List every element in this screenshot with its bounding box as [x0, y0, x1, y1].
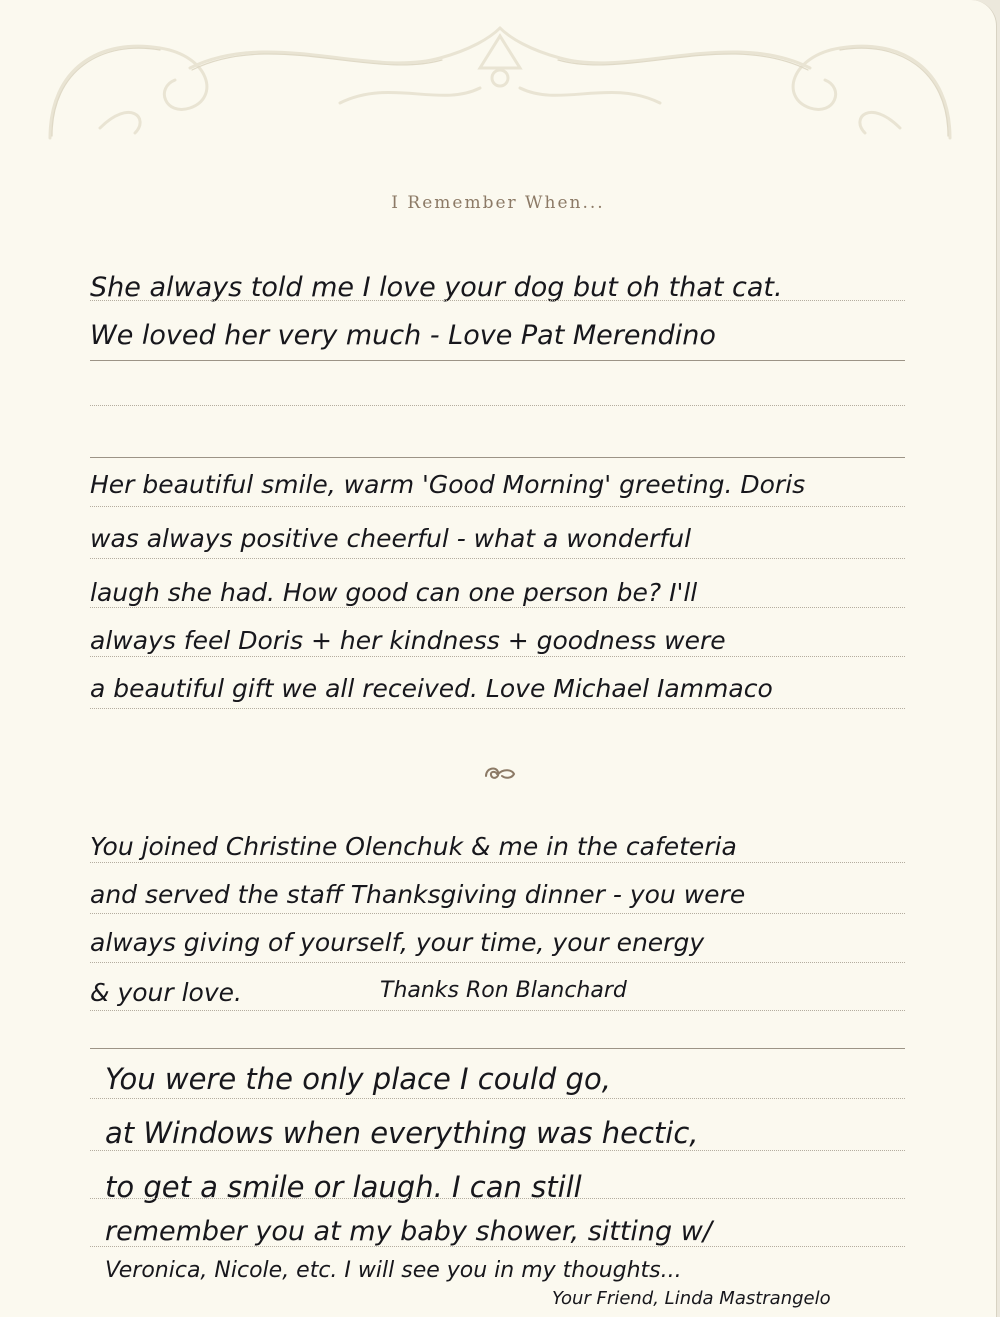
handwritten-line: You joined Christine Olenchuk & me in the cafeteria	[90, 832, 737, 861]
handwritten-line: & your love.	[90, 978, 242, 1007]
writing-line	[90, 862, 905, 863]
writing-line	[90, 1098, 905, 1099]
signature: Thanks Ron Blanchard	[380, 978, 627, 1003]
writing-line	[90, 607, 905, 608]
handwritten-line: at Windows when everything was hectic,	[105, 1116, 699, 1150]
page-title: I Remember When...	[391, 193, 605, 213]
handwritten-line: Her beautiful smile, warm 'Good Morning' greeting. Doris	[90, 470, 806, 499]
writing-line	[90, 1198, 905, 1199]
section-rule	[90, 1048, 905, 1049]
scroll-ornament-icon	[40, 8, 960, 148]
handwritten-line: a beautiful gift we all received. Love Michael Iammaco	[90, 674, 773, 703]
handwritten-line: always feel Doris + her kindness + goodness were	[90, 626, 726, 655]
handwritten-line: always giving of yourself, your time, your energy	[90, 928, 705, 957]
handwritten-line: We loved her very much - Love Pat Merendino	[90, 320, 716, 351]
writing-line	[90, 405, 905, 406]
handwritten-line: and served the staff Thanksgiving dinner - you were	[90, 880, 746, 909]
handwritten-line: remember you at my baby shower, sitting w/	[105, 1216, 712, 1247]
section-rule	[90, 360, 905, 361]
writing-line	[90, 1150, 905, 1151]
writing-line	[90, 300, 905, 301]
section-rule	[90, 457, 905, 458]
writing-line	[90, 1246, 905, 1247]
handwritten-line: You were the only place I could go,	[105, 1062, 611, 1096]
handwritten-line: laugh she had. How good can one person be? I'll	[90, 578, 698, 607]
writing-line	[90, 1010, 905, 1011]
writing-line	[90, 962, 905, 963]
handwritten-line: Veronica, Nicole, etc. I will see you in my thoughts...	[105, 1258, 682, 1283]
writing-line	[90, 708, 905, 709]
signature: Your Friend, Linda Mastrangelo	[552, 1288, 831, 1309]
writing-line	[90, 558, 905, 559]
flourish-divider-icon	[480, 762, 520, 786]
handwritten-line: was always positive cheerful - what a wonderful	[90, 524, 692, 553]
handwritten-line: She always told me I love your dog but oh that cat.	[90, 272, 783, 303]
writing-line	[90, 656, 905, 657]
writing-line	[90, 913, 905, 914]
writing-line	[90, 506, 905, 507]
handwritten-line: to get a smile or laugh. I can still	[105, 1170, 582, 1204]
